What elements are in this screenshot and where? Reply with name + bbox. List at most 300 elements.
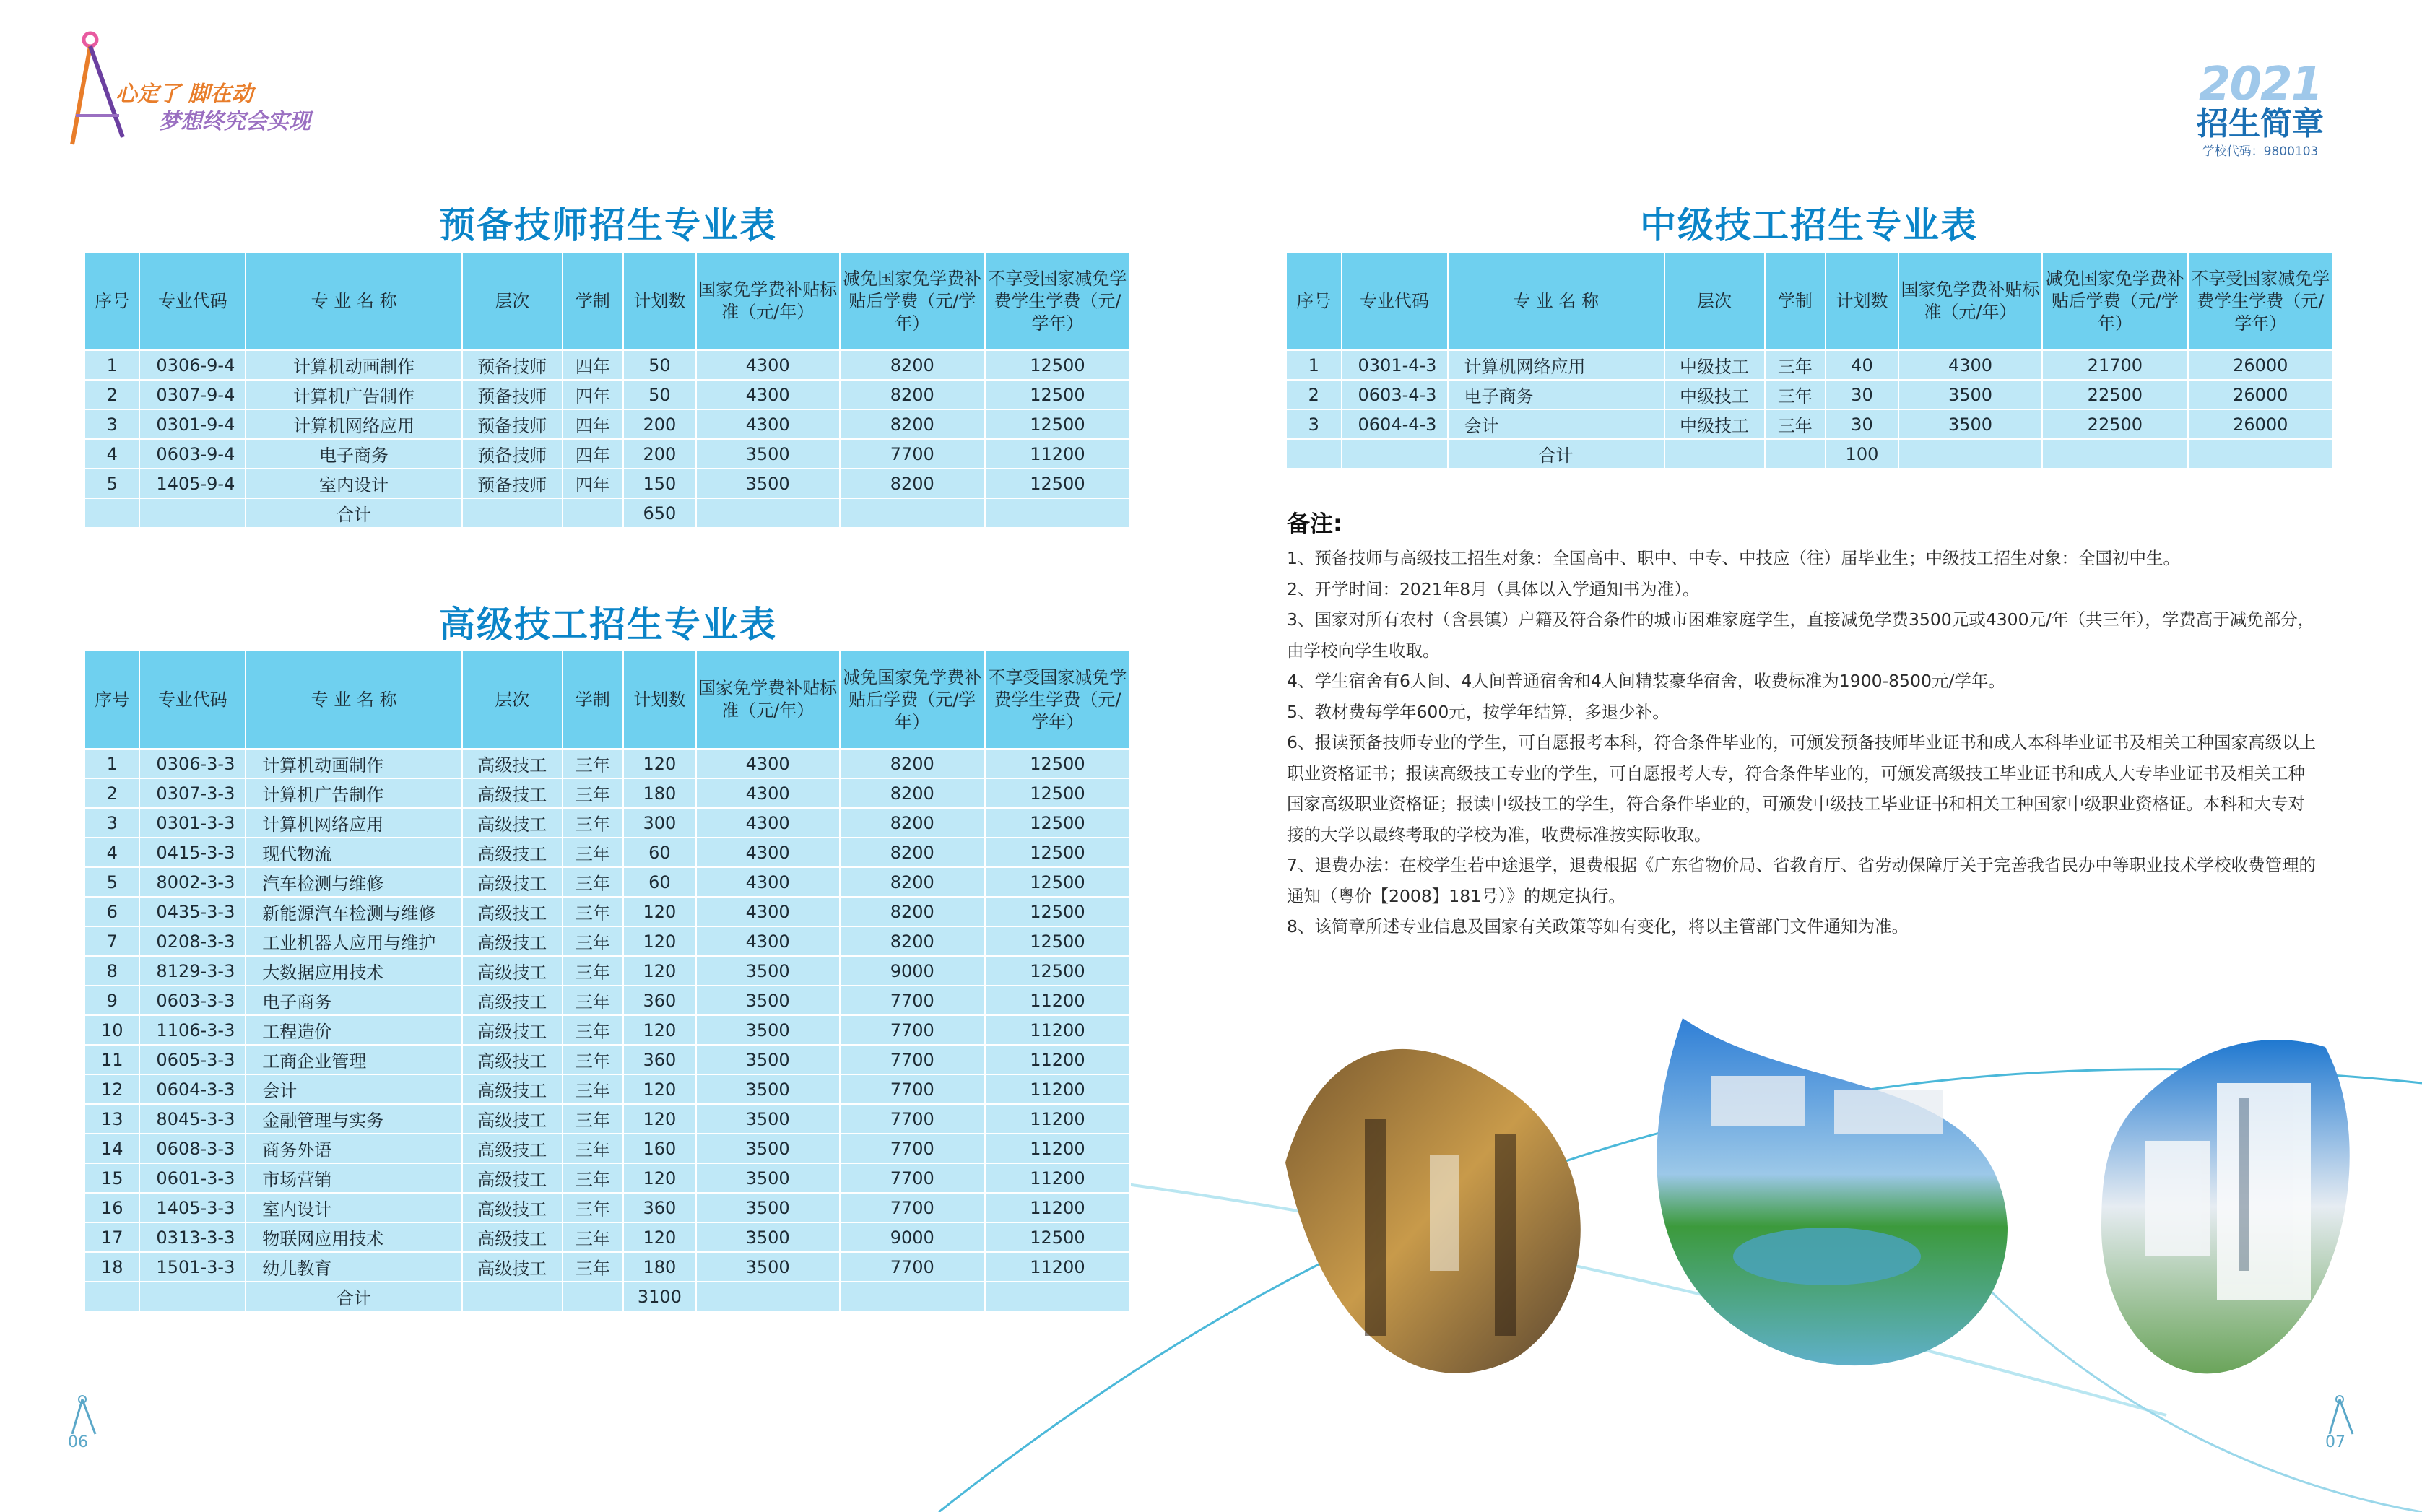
campus-lake-photo bbox=[1657, 1018, 2008, 1365]
table-cell: 0415-3-3 bbox=[139, 838, 246, 867]
table-cell: 预备技师 bbox=[462, 350, 563, 380]
table-cell: 4300 bbox=[696, 749, 840, 778]
table-cell: 三年 bbox=[563, 926, 623, 956]
table-cell: 物联网应用技术 bbox=[246, 1222, 462, 1252]
table-cell: 8200 bbox=[840, 469, 985, 498]
table-cell: 9 bbox=[84, 986, 139, 1015]
table-cell: 13 bbox=[84, 1104, 139, 1134]
table-cell: 8200 bbox=[840, 867, 985, 897]
table-cell: 3500 bbox=[696, 1222, 840, 1252]
table-cell: 11200 bbox=[985, 439, 1130, 469]
table-cell: 3500 bbox=[696, 956, 840, 986]
table-cell: 3 bbox=[1286, 409, 1342, 439]
table-cell: 22500 bbox=[2042, 380, 2187, 409]
table-cell: 8200 bbox=[840, 778, 985, 808]
column-header: 序号 bbox=[1286, 252, 1342, 350]
table-cell: 7700 bbox=[840, 1045, 985, 1074]
table-cell: 12500 bbox=[985, 838, 1130, 867]
table-cell: 高级技工 bbox=[462, 1074, 563, 1104]
total-value: 100 bbox=[1826, 439, 1898, 469]
column-header: 序号 bbox=[84, 252, 139, 350]
table-cell: 30 bbox=[1826, 380, 1898, 409]
table-cell: 14 bbox=[84, 1134, 139, 1163]
table-cell: 180 bbox=[623, 1252, 696, 1282]
table-cell: 高级技工 bbox=[462, 1045, 563, 1074]
table-cell: 300 bbox=[623, 808, 696, 838]
table-cell: 17 bbox=[84, 1222, 139, 1252]
table-cell: 市场营销 bbox=[246, 1163, 462, 1193]
table-cell: 7700 bbox=[840, 1074, 985, 1104]
table-cell: 工程造价 bbox=[246, 1015, 462, 1045]
column-header: 不享受国家减免学费学生学费（元/学年） bbox=[985, 651, 1130, 749]
table-cell: 11200 bbox=[985, 1015, 1130, 1045]
brand-block bbox=[2195, 58, 2325, 159]
table-cell: 21700 bbox=[2042, 350, 2187, 380]
column-header: 层次 bbox=[462, 651, 563, 749]
note-item: 6、报读预备技师专业的学生，可自愿报考本科，符合条件毕业的，可颁发预备技师毕业证书和成人本科毕业证书及相关工种国家高级以上职业资格证书；报读高级技工专业的学生，可自愿报考大专，符合条件毕业的，可颁发高级技工毕业证书和成人大专毕业证书及相关工种国家高级职业资格证；报读中级技工的学生，符合条件毕业的，可颁发中级技工毕业证书和相关工种国家中级职业资格证。本科和大专对接的大学以最终考取的学校为准，收费标准按实际收取。 bbox=[1287, 732, 2316, 845]
column-header: 减免国家免学费补贴后学费（元/学年） bbox=[840, 651, 985, 749]
table-preparatory-technician bbox=[84, 251, 1131, 529]
table-cell: 8129-3-3 bbox=[139, 956, 246, 986]
table-cell: 1405-3-3 bbox=[139, 1193, 246, 1222]
table-cell: 8200 bbox=[840, 409, 985, 439]
table-cell: 8200 bbox=[840, 350, 985, 380]
table-cell: 0208-3-3 bbox=[139, 926, 246, 956]
table-row bbox=[1286, 409, 2333, 439]
table-cell: 高级技工 bbox=[462, 1134, 563, 1163]
table-cell: 26000 bbox=[2188, 380, 2333, 409]
table-cell: 新能源汽车检测与维修 bbox=[246, 897, 462, 926]
table-cell bbox=[840, 1282, 985, 1311]
table-cell: 三年 bbox=[563, 1252, 623, 1282]
notes-list bbox=[1287, 543, 2319, 942]
table-cell: 计算机动画制作 bbox=[246, 749, 462, 778]
table-cell: 12500 bbox=[985, 867, 1130, 897]
table-cell bbox=[84, 498, 139, 528]
table-cell: 11200 bbox=[985, 1252, 1130, 1282]
table-cell: 三年 bbox=[563, 986, 623, 1015]
table-cell: 2 bbox=[84, 380, 139, 409]
table-cell: 120 bbox=[623, 1015, 696, 1045]
total-label: 合计 bbox=[246, 1282, 462, 1311]
table-cell: 12500 bbox=[985, 749, 1130, 778]
column-header: 减免国家免学费补贴后学费（元/学年） bbox=[2042, 252, 2187, 350]
table-cell: 8200 bbox=[840, 749, 985, 778]
table-row bbox=[84, 1252, 1130, 1282]
table-cell bbox=[139, 498, 246, 528]
table-intermediate-technician bbox=[1285, 251, 2334, 469]
table-cell: 3 bbox=[84, 409, 139, 439]
table-row bbox=[84, 409, 1130, 439]
note-item: 7、退费办法：在校学生若中途退学，退费根据《广东省物价局、省教育厅、省劳动保障厅关于完善我省民办中等职业技术学校收费管理的通知（粤价【2008】181号）》的规定执行。 bbox=[1287, 855, 2316, 906]
table-cell: 6 bbox=[84, 897, 139, 926]
table-cell: 8045-3-3 bbox=[139, 1104, 246, 1134]
table-cell: 3500 bbox=[696, 1104, 840, 1134]
table-cell: 12500 bbox=[985, 926, 1130, 956]
column-header: 计划数 bbox=[1826, 252, 1898, 350]
table-cell: 11200 bbox=[985, 1163, 1130, 1193]
table-cell: 汽车检测与维修 bbox=[246, 867, 462, 897]
table-cell bbox=[1765, 439, 1826, 469]
table-row bbox=[84, 897, 1130, 926]
table-cell: 室内设计 bbox=[246, 469, 462, 498]
table-cell: 12500 bbox=[985, 1222, 1130, 1252]
note-item: 5、教材费每学年600元，按学年结算，多退少补。 bbox=[1287, 701, 1670, 722]
column-header: 计划数 bbox=[623, 651, 696, 749]
table-cell: 工业机器人应用与维护 bbox=[246, 926, 462, 956]
table-cell: 0301-9-4 bbox=[139, 409, 246, 439]
table-cell: 7700 bbox=[840, 986, 985, 1015]
table1-title: 预备技师招生专业表 bbox=[439, 204, 777, 246]
note-item: 4、学生宿舍有6人间、4人间普通宿舍和4人间精装豪华宿舍，收费标准为1900-8500元/学年。 bbox=[1287, 671, 2005, 691]
table-cell: 1106-3-3 bbox=[139, 1015, 246, 1045]
table-cell: 三年 bbox=[563, 1015, 623, 1045]
table-cell: 3500 bbox=[696, 439, 840, 469]
table-cell: 4300 bbox=[696, 867, 840, 897]
table-cell: 3500 bbox=[1898, 409, 2042, 439]
table-cell: 0601-3-3 bbox=[139, 1163, 246, 1193]
table-cell: 180 bbox=[623, 778, 696, 808]
table-cell: 8002-3-3 bbox=[139, 867, 246, 897]
table-cell: 高级技工 bbox=[462, 1104, 563, 1134]
table-cell: 三年 bbox=[1765, 380, 1826, 409]
note-item: 3、国家对所有农村（含县镇）户籍及符合条件的城市困难家庭学生，直接减免学费3500元或4300元/年（共三年），学费高于减免部分，由学校向学生收取。 bbox=[1287, 609, 2315, 661]
table-cell: 预备技师 bbox=[462, 380, 563, 409]
column-header: 专 业 名 称 bbox=[1448, 252, 1664, 350]
table-cell: 4300 bbox=[696, 897, 840, 926]
table-cell: 0603-3-3 bbox=[139, 986, 246, 1015]
table-cell: 1 bbox=[84, 749, 139, 778]
table-cell: 11200 bbox=[985, 986, 1130, 1015]
table-cell: 4300 bbox=[696, 838, 840, 867]
table-cell: 12500 bbox=[985, 380, 1130, 409]
table-cell: 7 bbox=[84, 926, 139, 956]
column-header: 专业代码 bbox=[139, 252, 246, 350]
table-cell: 11200 bbox=[985, 1074, 1130, 1104]
table-row bbox=[84, 1045, 1130, 1074]
table-cell: 三年 bbox=[563, 1045, 623, 1074]
table-row bbox=[84, 1074, 1130, 1104]
note-item: 1、预备技师与高级技工招生对象：全国高中、职中、中专、中技应（往）届毕业生；中级技工招生对象：全国初中生。 bbox=[1287, 548, 2180, 568]
column-header: 学制 bbox=[1765, 252, 1826, 350]
table-cell: 11200 bbox=[985, 1104, 1130, 1134]
table-cell bbox=[696, 1282, 840, 1311]
table-cell: 三年 bbox=[563, 867, 623, 897]
table-cell: 120 bbox=[623, 897, 696, 926]
table-cell: 三年 bbox=[563, 808, 623, 838]
table-cell: 3500 bbox=[696, 1015, 840, 1045]
table-cell: 26000 bbox=[2188, 409, 2333, 439]
table-cell: 50 bbox=[623, 350, 696, 380]
table-cell: 12500 bbox=[985, 778, 1130, 808]
column-header: 国家免学费补贴标准（元/年） bbox=[696, 651, 840, 749]
table-cell bbox=[985, 498, 1130, 528]
table-cell: 高级技工 bbox=[462, 1193, 563, 1222]
table-cell: 150 bbox=[623, 469, 696, 498]
total-label: 合计 bbox=[1448, 439, 1664, 469]
table-cell: 0605-3-3 bbox=[139, 1045, 246, 1074]
table-cell: 三年 bbox=[563, 1074, 623, 1104]
table-row bbox=[84, 986, 1130, 1015]
table-cell: 0306-3-3 bbox=[139, 749, 246, 778]
table-cell: 4300 bbox=[696, 350, 840, 380]
table-row bbox=[84, 469, 1130, 498]
table-cell: 4300 bbox=[696, 409, 840, 439]
table-cell: 9000 bbox=[840, 1222, 985, 1252]
table-row bbox=[84, 956, 1130, 986]
table-row bbox=[84, 380, 1130, 409]
table-row bbox=[84, 808, 1130, 838]
table-cell: 12500 bbox=[985, 350, 1130, 380]
table-cell: 12500 bbox=[985, 897, 1130, 926]
table-cell: 会计 bbox=[1448, 409, 1664, 439]
table-cell bbox=[563, 1282, 623, 1311]
table-cell: 高级技工 bbox=[462, 926, 563, 956]
table-cell: 高级技工 bbox=[462, 1222, 563, 1252]
table-cell bbox=[563, 498, 623, 528]
table-cell bbox=[1898, 439, 2042, 469]
table-row bbox=[84, 838, 1130, 867]
column-header: 不享受国家减免学费学生学费（元/学年） bbox=[985, 252, 1130, 350]
table-cell bbox=[84, 1282, 139, 1311]
total-row bbox=[84, 1282, 1130, 1311]
table-cell: 10 bbox=[84, 1015, 139, 1045]
table-cell: 四年 bbox=[563, 469, 623, 498]
column-header: 国家免学费补贴标准（元/年） bbox=[696, 252, 840, 350]
note-item: 8、该简章所述专业信息及国家有关政策等如有变化，将以主管部门文件通知为准。 bbox=[1287, 916, 1909, 937]
table-cell: 120 bbox=[623, 926, 696, 956]
column-header: 计划数 bbox=[623, 252, 696, 350]
brand-year: 2021 bbox=[2198, 58, 2322, 111]
table-cell: 360 bbox=[623, 986, 696, 1015]
table-cell: 4300 bbox=[696, 380, 840, 409]
table-cell: 三年 bbox=[563, 956, 623, 986]
column-header: 序号 bbox=[84, 651, 139, 749]
table-cell: 120 bbox=[623, 1074, 696, 1104]
table-cell: 计算机动画制作 bbox=[246, 350, 462, 380]
table-cell: 三年 bbox=[1765, 409, 1826, 439]
table-cell: 高级技工 bbox=[462, 778, 563, 808]
table-cell: 大数据应用技术 bbox=[246, 956, 462, 986]
table-cell: 22500 bbox=[2042, 409, 2187, 439]
table-cell: 0301-4-3 bbox=[1342, 350, 1448, 380]
table-cell: 高级技工 bbox=[462, 838, 563, 867]
table-cell: 现代物流 bbox=[246, 838, 462, 867]
table-cell: 0603-4-3 bbox=[1342, 380, 1448, 409]
total-value: 3100 bbox=[623, 1282, 696, 1311]
table-cell: 12500 bbox=[985, 808, 1130, 838]
table-cell: 三年 bbox=[563, 778, 623, 808]
table-cell: 3500 bbox=[696, 1163, 840, 1193]
table-cell: 预备技师 bbox=[462, 439, 563, 469]
table-cell: 高级技工 bbox=[462, 897, 563, 926]
column-header: 学制 bbox=[563, 651, 623, 749]
table-cell: 12500 bbox=[985, 956, 1130, 986]
table-cell: 室内设计 bbox=[246, 1193, 462, 1222]
table-cell: 1 bbox=[1286, 350, 1342, 380]
table-cell: 三年 bbox=[563, 838, 623, 867]
table-cell: 9000 bbox=[840, 956, 985, 986]
table-cell: 8200 bbox=[840, 838, 985, 867]
table-cell bbox=[139, 1282, 246, 1311]
table-cell: 360 bbox=[623, 1193, 696, 1222]
table-cell: 120 bbox=[623, 1104, 696, 1134]
table-cell: 8200 bbox=[840, 380, 985, 409]
table-cell: 7700 bbox=[840, 1252, 985, 1282]
table-cell bbox=[840, 498, 985, 528]
table3-title: 中级技工招生专业表 bbox=[1640, 204, 1978, 246]
table-cell: 5 bbox=[84, 867, 139, 897]
column-header: 层次 bbox=[462, 252, 563, 350]
page-number-left: 06 bbox=[68, 1433, 88, 1451]
table-row bbox=[84, 749, 1130, 778]
table-cell: 金融管理与实务 bbox=[246, 1104, 462, 1134]
table-cell: 7700 bbox=[840, 1104, 985, 1134]
table-cell bbox=[2042, 439, 2187, 469]
table-cell: 4 bbox=[84, 838, 139, 867]
table-cell: 电子商务 bbox=[246, 439, 462, 469]
table-cell: 2 bbox=[84, 778, 139, 808]
table-cell: 0307-9-4 bbox=[139, 380, 246, 409]
table-cell: 26000 bbox=[2188, 350, 2333, 380]
brand-name: 招生简章 bbox=[2197, 105, 2324, 142]
column-header: 层次 bbox=[1664, 252, 1765, 350]
table-cell: 计算机网络应用 bbox=[1448, 350, 1664, 380]
page-number-right: 07 bbox=[2325, 1433, 2345, 1451]
table-cell: 8200 bbox=[840, 926, 985, 956]
table-cell: 60 bbox=[623, 867, 696, 897]
column-header: 国家免学费补贴标准（元/年） bbox=[1898, 252, 2042, 350]
table-cell: 7700 bbox=[840, 1134, 985, 1163]
table-cell: 四年 bbox=[563, 409, 623, 439]
table-row bbox=[84, 1222, 1130, 1252]
table-cell: 4 bbox=[84, 439, 139, 469]
table-row bbox=[84, 1104, 1130, 1134]
table-cell: 11200 bbox=[985, 1045, 1130, 1074]
table-cell: 计算机网络应用 bbox=[246, 409, 462, 439]
table-cell: 中级技工 bbox=[1664, 409, 1765, 439]
table-cell: 0604-3-3 bbox=[139, 1074, 246, 1104]
table-cell bbox=[1664, 439, 1765, 469]
table-cell: 3500 bbox=[696, 1193, 840, 1222]
table-cell: 7700 bbox=[840, 1163, 985, 1193]
table-cell: 30 bbox=[1826, 409, 1898, 439]
table-cell: 4300 bbox=[696, 926, 840, 956]
table-cell: 12500 bbox=[985, 469, 1130, 498]
table-cell bbox=[985, 1282, 1130, 1311]
table-row bbox=[1286, 380, 2333, 409]
table-cell: 三年 bbox=[563, 1104, 623, 1134]
table-row bbox=[84, 926, 1130, 956]
table-cell: 0435-3-3 bbox=[139, 897, 246, 926]
table-senior-technician bbox=[84, 650, 1131, 1312]
column-header: 专业代码 bbox=[1342, 252, 1448, 350]
total-row bbox=[1286, 439, 2333, 469]
table-cell: 高级技工 bbox=[462, 1015, 563, 1045]
table-cell: 电子商务 bbox=[1448, 380, 1664, 409]
total-value: 650 bbox=[623, 498, 696, 528]
table-cell: 三年 bbox=[563, 749, 623, 778]
column-header: 学制 bbox=[563, 252, 623, 350]
table-cell: 16 bbox=[84, 1193, 139, 1222]
table-cell: 预备技师 bbox=[462, 409, 563, 439]
table-cell: 15 bbox=[84, 1163, 139, 1193]
table-cell: 0307-3-3 bbox=[139, 778, 246, 808]
table-cell: 1501-3-3 bbox=[139, 1252, 246, 1282]
table-cell: 四年 bbox=[563, 350, 623, 380]
table-cell bbox=[1342, 439, 1448, 469]
table-cell: 3500 bbox=[696, 1045, 840, 1074]
table-cell: 高级技工 bbox=[462, 749, 563, 778]
table-cell: 12500 bbox=[985, 409, 1130, 439]
table-cell: 11 bbox=[84, 1045, 139, 1074]
table-cell: 2 bbox=[1286, 380, 1342, 409]
table-cell: 三年 bbox=[563, 1222, 623, 1252]
table-cell: 200 bbox=[623, 409, 696, 439]
table-cell: 0608-3-3 bbox=[139, 1134, 246, 1163]
table-cell: 3500 bbox=[696, 1074, 840, 1104]
table-cell: 3 bbox=[84, 808, 139, 838]
table-cell: 12 bbox=[84, 1074, 139, 1104]
table-cell: 160 bbox=[623, 1134, 696, 1163]
table-cell: 1405-9-4 bbox=[139, 469, 246, 498]
table-cell: 120 bbox=[623, 1222, 696, 1252]
table-cell bbox=[462, 1282, 563, 1311]
table-cell: 高级技工 bbox=[462, 808, 563, 838]
table-cell: 3500 bbox=[696, 1252, 840, 1282]
column-header: 不享受国家减免学费学生学费（元/学年） bbox=[2188, 252, 2333, 350]
brand-code: 学校代码：9800103 bbox=[2202, 144, 2319, 159]
table-cell: 0604-4-3 bbox=[1342, 409, 1448, 439]
column-header: 专 业 名 称 bbox=[246, 252, 462, 350]
table-row bbox=[84, 778, 1130, 808]
table-cell: 50 bbox=[623, 380, 696, 409]
table-cell: 0306-9-4 bbox=[139, 350, 246, 380]
table-cell: 7700 bbox=[840, 1015, 985, 1045]
table-row bbox=[84, 867, 1130, 897]
table-cell: 4300 bbox=[696, 808, 840, 838]
table-cell: 中级技工 bbox=[1664, 350, 1765, 380]
table-cell: 200 bbox=[623, 439, 696, 469]
table-cell: 高级技工 bbox=[462, 1252, 563, 1282]
total-row bbox=[84, 498, 1130, 528]
table-cell: 60 bbox=[623, 838, 696, 867]
table-row bbox=[84, 1015, 1130, 1045]
table-cell: 11200 bbox=[985, 1193, 1130, 1222]
table-cell: 1 bbox=[84, 350, 139, 380]
slogan-line2: 梦想终究会实现 bbox=[159, 109, 311, 134]
table-cell: 会计 bbox=[246, 1074, 462, 1104]
table-cell: 40 bbox=[1826, 350, 1898, 380]
table-cell: 三年 bbox=[563, 1163, 623, 1193]
slogan-line1: 心定了 脚在动 bbox=[116, 82, 253, 107]
table-cell: 四年 bbox=[563, 439, 623, 469]
table2-title: 高级技工招生专业表 bbox=[439, 604, 777, 646]
table-cell: 7700 bbox=[840, 439, 985, 469]
table-cell: 计算机广告制作 bbox=[246, 778, 462, 808]
table-cell: 4300 bbox=[696, 778, 840, 808]
table-cell: 预备技师 bbox=[462, 469, 563, 498]
table-cell: 计算机网络应用 bbox=[246, 808, 462, 838]
photo-collage bbox=[1278, 996, 2361, 1401]
table-cell: 0313-3-3 bbox=[139, 1222, 246, 1252]
column-header: 专业代码 bbox=[139, 651, 246, 749]
table-cell: 8200 bbox=[840, 897, 985, 926]
table-cell: 7700 bbox=[840, 1193, 985, 1222]
table-cell: 三年 bbox=[563, 897, 623, 926]
table-cell: 18 bbox=[84, 1252, 139, 1282]
table-cell: 三年 bbox=[1765, 350, 1826, 380]
